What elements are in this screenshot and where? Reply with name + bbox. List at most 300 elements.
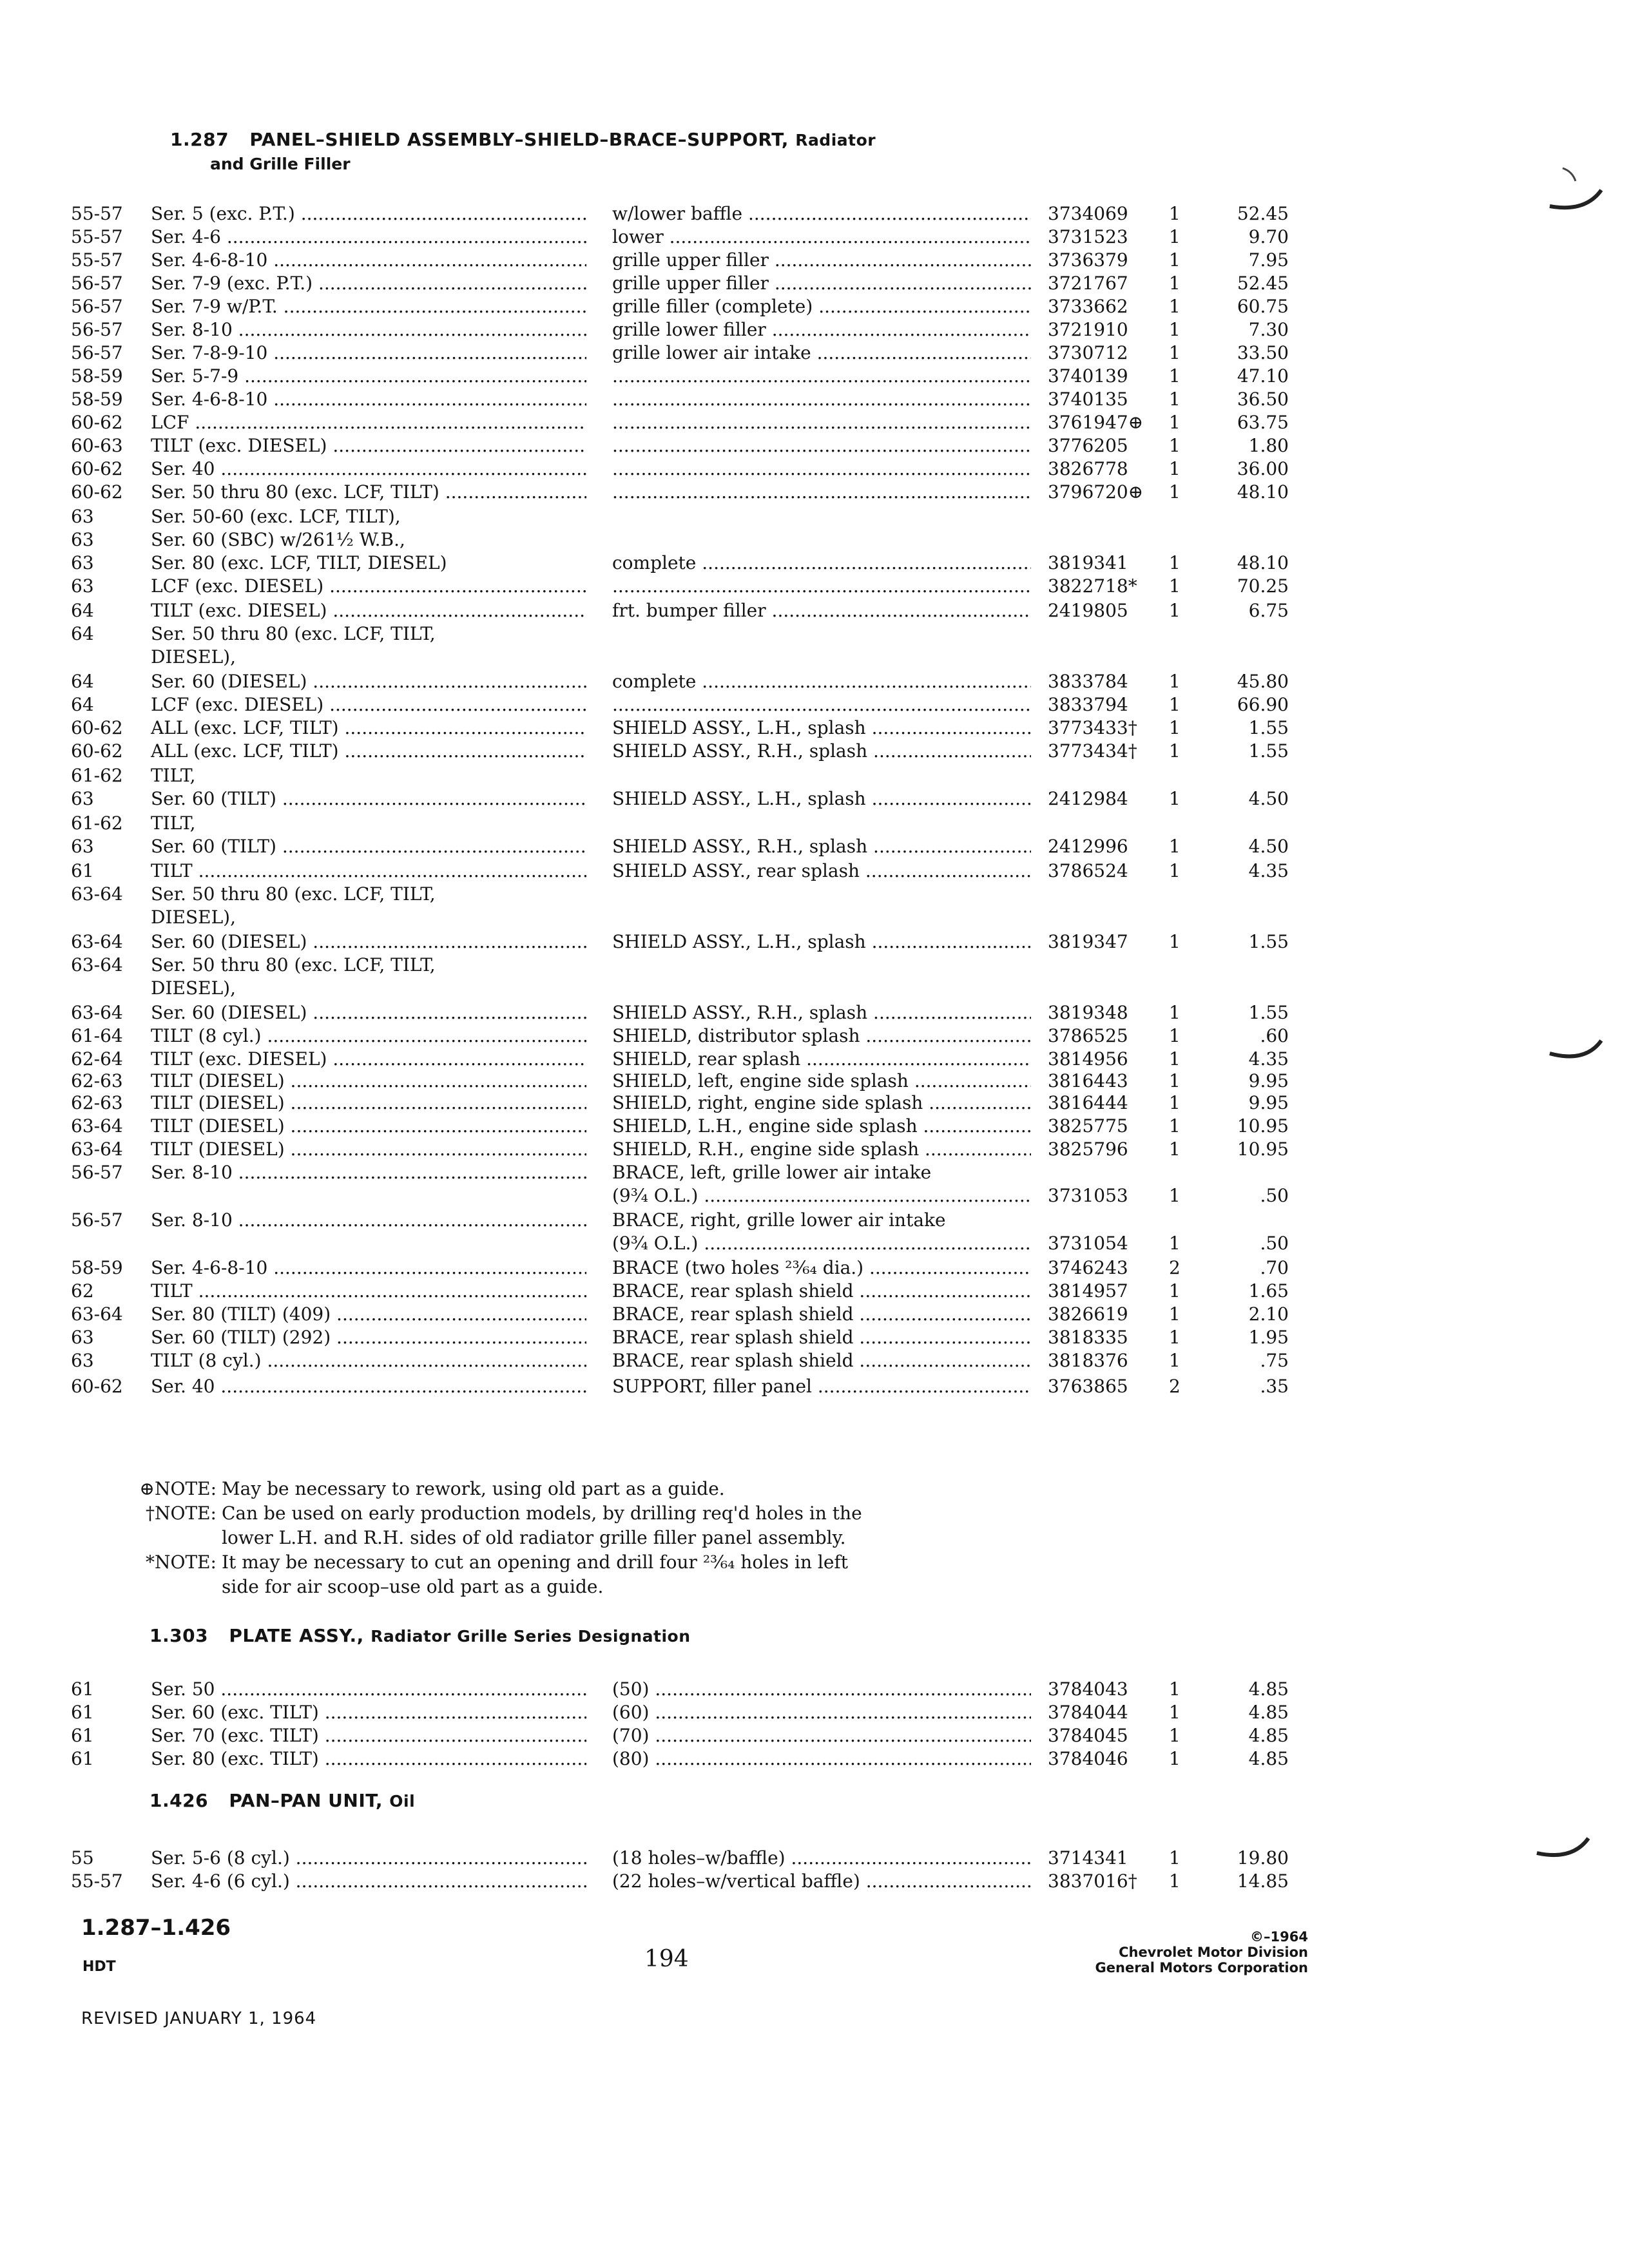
- part-description: grille lower air intake .....: [612, 341, 1031, 365]
- list-price: .50: [1260, 1233, 1289, 1254]
- part-number: 3837016†: [1048, 1870, 1137, 1892]
- part-description: grille upper filler .....: [612, 249, 1031, 272]
- part-description: (9¾ O.L.) .....: [612, 1184, 1031, 1207]
- footnote-text-continued: lower L.H. and R.H. sides of old radiator grille filler panel assembly.: [222, 1527, 846, 1548]
- model-series: TILT (8 cyl.) .....: [151, 1024, 586, 1048]
- table-row: [71, 787, 1295, 811]
- footnote: [129, 1477, 862, 1501]
- quantity: 1: [1169, 365, 1181, 387]
- part-description: lower .....: [612, 226, 1031, 249]
- model-year: 60-63: [71, 435, 123, 456]
- model-year: 64: [71, 671, 94, 692]
- part-description: [612, 457, 1031, 481]
- list-price: 19.80: [1237, 1847, 1289, 1869]
- part-description: (18 holes–w/baffle) .....: [612, 1847, 1031, 1870]
- model-year: 61: [71, 860, 94, 881]
- model-year: 63-64: [71, 954, 123, 975]
- model-series: Ser. 40 .....: [151, 457, 586, 481]
- quantity: 1: [1169, 788, 1181, 809]
- part-description: [612, 434, 1031, 457]
- table-row: [71, 1678, 1295, 1701]
- quantity: 1: [1169, 1115, 1181, 1137]
- model-series: Ser. 60 (TILT) .....: [151, 787, 586, 811]
- model-series: TILT,: [151, 812, 196, 834]
- quantity: 1: [1169, 1092, 1181, 1113]
- list-price: 2.10: [1248, 1303, 1289, 1325]
- page-number: 194: [644, 1946, 689, 1972]
- model-series: TILT (8 cyl.) .....: [151, 1349, 586, 1372]
- quantity: 1: [1169, 203, 1181, 224]
- model-year: 56-57: [71, 1162, 123, 1183]
- section-1-heading: PANEL–SHIELD ASSEMBLY–SHIELD–BRACE–SUPPORT,: [249, 129, 789, 150]
- model-series: Ser. 50 thru 80 (exc. LCF, TILT,: [151, 954, 436, 975]
- footnote-text: May be necessary to rework, using old part as a guide.: [222, 1478, 725, 1499]
- model-year: 55-57: [71, 249, 123, 271]
- part-description: [612, 481, 1031, 504]
- part-description: SHIELD ASSY., R.H., splash .....: [612, 1001, 1031, 1024]
- list-price: 4.35: [1248, 860, 1289, 881]
- table-row: [71, 860, 1295, 883]
- model-year: 63-64: [71, 931, 123, 952]
- list-price: 4.85: [1248, 1702, 1289, 1723]
- part-description: SHIELD, distributor splash .....: [612, 1024, 1031, 1048]
- table-row: [71, 1161, 1295, 1184]
- model-series: Ser. 4-6 (6 cyl.) .....: [151, 1870, 586, 1893]
- quantity: 1: [1169, 249, 1181, 271]
- footer-copyright: ©–1964: [1250, 1929, 1308, 1945]
- list-price: 1.55: [1248, 740, 1289, 762]
- table-row: [71, 1847, 1295, 1870]
- list-price: 36.00: [1237, 458, 1289, 479]
- quantity: 1: [1169, 1025, 1181, 1046]
- part-number: 3761947⊕: [1048, 412, 1144, 433]
- model-year: 60-62: [71, 481, 123, 503]
- table-row: [71, 272, 1295, 295]
- table-row: [71, 1070, 1295, 1093]
- model-series: Ser. 4-6-8-10 .....: [151, 1256, 586, 1280]
- binder-hole-mark: [1534, 1835, 1592, 1861]
- table-row: [71, 411, 1295, 434]
- quantity: 1: [1169, 1048, 1181, 1070]
- model-series: ALL (exc. LCF, TILT) .....: [151, 740, 586, 763]
- part-number: 3746243: [1048, 1257, 1128, 1278]
- list-price: 52.45: [1237, 203, 1289, 224]
- table-row: [71, 1280, 1295, 1303]
- model-year: 64: [71, 694, 94, 715]
- model-year: 61-62: [71, 812, 123, 834]
- model-series: LCF (exc. DIESEL) .....: [151, 693, 586, 716]
- quantity: 1: [1169, 860, 1181, 881]
- section-3-title: [149, 1790, 415, 1811]
- model-series: Ser. 4-6 .....: [151, 226, 586, 249]
- part-number: 3721910: [1048, 319, 1128, 340]
- model-year: 58-59: [71, 389, 123, 410]
- quantity: 2: [1169, 1257, 1181, 1278]
- list-price: 36.50: [1237, 389, 1289, 410]
- part-number: 3796720⊕: [1048, 481, 1144, 503]
- quantity: 1: [1169, 1002, 1181, 1023]
- part-number: 3826778: [1048, 458, 1128, 479]
- model-series: Ser. 8-10 .....: [151, 318, 586, 341]
- model-year: 62-63: [71, 1092, 123, 1113]
- list-price: 45.80: [1237, 671, 1289, 692]
- quantity: 1: [1169, 1280, 1181, 1302]
- table-row: [71, 1091, 1295, 1115]
- model-series: Ser. 8-10 .....: [151, 1209, 586, 1232]
- model-year: 58-59: [71, 365, 123, 387]
- quantity: 1: [1169, 1870, 1181, 1892]
- binder-hole-mark: [1559, 165, 1579, 184]
- footnote-label: ⊕NOTE:: [139, 1478, 217, 1499]
- model-year: 55-57: [71, 226, 123, 247]
- part-number: 3819347: [1048, 931, 1128, 952]
- table-row: [71, 552, 1295, 575]
- part-number: 3818376: [1048, 1350, 1128, 1371]
- model-series: DIESEL),: [151, 977, 236, 999]
- table-row: [71, 528, 1295, 552]
- model-series: Ser. 50 .....: [151, 1678, 586, 1701]
- part-number: 3819348: [1048, 1002, 1128, 1023]
- model-series: Ser. 50 thru 80 (exc. LCF, TILT,: [151, 623, 436, 644]
- binder-hole-mark: [1547, 1037, 1605, 1063]
- model-series: Ser. 8-10 .....: [151, 1161, 586, 1184]
- model-year: 62: [71, 1280, 94, 1302]
- part-description: BRACE, right, grille lower air intake: [612, 1209, 946, 1231]
- quantity: 1: [1169, 296, 1181, 317]
- table-row: [71, 764, 1295, 787]
- table-row: [71, 670, 1295, 693]
- model-series: TILT (DIESEL) .....: [151, 1138, 586, 1161]
- footer-publisher: [1095, 1929, 1308, 1975]
- table-row: [71, 1232, 1295, 1255]
- list-price: 1.55: [1248, 717, 1289, 738]
- quantity: 1: [1169, 717, 1181, 738]
- quantity: 1: [1169, 1350, 1181, 1371]
- quantity: 1: [1169, 226, 1181, 247]
- model-series: TILT (exc. DIESEL) .....: [151, 1048, 586, 1071]
- part-number: 3786525: [1048, 1025, 1128, 1046]
- model-series: Ser. 5-7-9 .....: [151, 365, 586, 388]
- model-series: Ser. 4-6-8-10 .....: [151, 249, 586, 272]
- part-description: SHIELD, rear splash .....: [612, 1048, 1031, 1071]
- list-price: 10.95: [1237, 1139, 1289, 1160]
- section-3-heading: PAN–PAN UNIT,: [229, 1790, 383, 1811]
- footnote-text: Can be used on early production models, by drilling req'd holes in the: [222, 1503, 862, 1524]
- footer-section-range: 1.287–1.426: [81, 1915, 231, 1941]
- model-series: Ser. 7-9 w/P.T. .....: [151, 295, 586, 318]
- model-series: DIESEL),: [151, 907, 236, 928]
- model-series: TILT (DIESEL) .....: [151, 1115, 586, 1138]
- part-number: 3740139: [1048, 365, 1128, 387]
- model-series: Ser. 50 thru 80 (exc. LCF, TILT,: [151, 883, 436, 905]
- quantity: 1: [1169, 1748, 1181, 1769]
- model-year: 55-57: [71, 203, 123, 224]
- model-year: 63: [71, 1350, 94, 1371]
- table-row: [71, 505, 1295, 528]
- footnote-label: †NOTE:: [145, 1503, 217, 1524]
- quantity: 1: [1169, 1725, 1181, 1746]
- table-row: [71, 906, 1295, 929]
- model-year: 62-63: [71, 1070, 123, 1091]
- list-price: 1.80: [1248, 435, 1289, 456]
- table-row: [71, 1209, 1295, 1232]
- model-year: 61-64: [71, 1025, 123, 1046]
- part-description: BRACE (two holes ²³⁄₆₄ dia.) .....: [612, 1256, 1031, 1280]
- part-description: SHIELD ASSY., R.H., splash .....: [612, 835, 1031, 858]
- model-series: TILT (exc. DIESEL) .....: [151, 434, 586, 457]
- quantity: 1: [1169, 1185, 1181, 1206]
- list-price: 4.85: [1248, 1748, 1289, 1769]
- table-row: [71, 1349, 1295, 1372]
- model-year: 63-64: [71, 1002, 123, 1023]
- model-year: 58-59: [71, 1257, 123, 1278]
- table-row: [71, 365, 1295, 388]
- part-description: SHIELD, R.H., engine side splash .....: [612, 1138, 1031, 1161]
- table-row: [71, 434, 1295, 457]
- part-description: BRACE, rear splash shield .....: [612, 1349, 1031, 1372]
- model-series: Ser. 60 (TILT) .....: [151, 835, 586, 858]
- model-year: 63: [71, 1327, 94, 1348]
- model-year: 61: [71, 1725, 94, 1746]
- section-2-title: [149, 1625, 691, 1646]
- quantity: 1: [1169, 458, 1181, 479]
- quantity: 1: [1169, 671, 1181, 692]
- table-row: [71, 1375, 1295, 1398]
- table-row: [71, 318, 1295, 341]
- table-row: [71, 1303, 1295, 1326]
- list-price: 1.65: [1248, 1280, 1289, 1302]
- quantity: 1: [1169, 1327, 1181, 1348]
- quantity: 1: [1169, 1847, 1181, 1869]
- table-row: [71, 1001, 1295, 1024]
- part-description: (60) .....: [612, 1701, 1031, 1724]
- quantity: 1: [1169, 694, 1181, 715]
- list-price: 7.30: [1248, 319, 1289, 340]
- section-2-number: 1.303: [149, 1625, 209, 1646]
- table-row: [71, 1326, 1295, 1349]
- part-description: [612, 575, 1031, 598]
- part-description: SHIELD ASSY., R.H., splash .....: [612, 740, 1031, 763]
- part-description: w/lower baffle .....: [612, 202, 1031, 226]
- list-price: 48.10: [1237, 552, 1289, 573]
- list-price: 10.95: [1237, 1115, 1289, 1137]
- list-price: .35: [1260, 1376, 1289, 1397]
- model-series: LCF .....: [151, 411, 586, 434]
- model-series: Ser. 60 (DIESEL) .....: [151, 670, 586, 693]
- model-series: Ser. 5 (exc. P.T.) .....: [151, 202, 586, 226]
- model-series: Ser. 4-6-8-10 .....: [151, 388, 586, 411]
- model-year: 61-62: [71, 765, 123, 786]
- part-number: 2412996: [1048, 836, 1128, 857]
- model-year: 63: [71, 552, 94, 573]
- table-row: [71, 1024, 1295, 1048]
- model-series: Ser. 80 (exc. LCF, TILT, DIESEL): [151, 552, 447, 573]
- table-row: [71, 622, 1295, 646]
- model-year: 56-57: [71, 273, 123, 294]
- table-row: [71, 1256, 1295, 1280]
- part-description: SHIELD, left, engine side splash .....: [612, 1070, 1031, 1093]
- part-number: 3786524: [1048, 860, 1128, 881]
- footnote: [129, 1550, 862, 1575]
- section-2-subtitle: Radiator Grille Series Designation: [371, 1627, 691, 1646]
- list-price: 1.95: [1248, 1327, 1289, 1348]
- model-series: Ser. 60 (DIESEL) .....: [151, 1001, 586, 1024]
- model-year: 63-64: [71, 1303, 123, 1325]
- list-price: 9.95: [1248, 1092, 1289, 1113]
- part-number: 3734069: [1048, 203, 1128, 224]
- part-number: 3814956: [1048, 1048, 1128, 1070]
- section-3-number: 1.426: [149, 1790, 209, 1811]
- part-number: 3816443: [1048, 1070, 1128, 1091]
- list-price: 6.75: [1248, 600, 1289, 621]
- list-price: 1.55: [1248, 931, 1289, 952]
- list-price: 63.75: [1237, 412, 1289, 433]
- quantity: 1: [1169, 575, 1181, 597]
- footer-corporation: General Motors Corporation: [1095, 1960, 1308, 1975]
- model-year: 63-64: [71, 1115, 123, 1137]
- quantity: 1: [1169, 1233, 1181, 1254]
- model-year: 60-62: [71, 458, 123, 479]
- part-number: 3776205: [1048, 435, 1128, 456]
- part-number: 3731053: [1048, 1185, 1128, 1206]
- model-series: Ser. 40 .....: [151, 1375, 586, 1398]
- list-price: .60: [1260, 1025, 1289, 1046]
- list-price: 4.85: [1248, 1678, 1289, 1700]
- part-number: 3773433†: [1048, 717, 1137, 738]
- model-series: Ser. 7-9 (exc. P.T.) .....: [151, 272, 586, 295]
- model-year: 62-64: [71, 1048, 123, 1070]
- model-series: TILT .....: [151, 1280, 586, 1303]
- part-number: 3731523: [1048, 226, 1128, 247]
- table-row: [71, 740, 1295, 763]
- model-year: 60-62: [71, 740, 123, 762]
- table-row: [71, 693, 1295, 716]
- part-description: SHIELD, right, engine side splash .....: [612, 1091, 1031, 1115]
- model-series: Ser. 60 (SBC) w/261½ W.B.,: [151, 529, 405, 550]
- model-year: 61: [71, 1702, 94, 1723]
- list-price: 33.50: [1237, 342, 1289, 363]
- table-row: [71, 716, 1295, 740]
- part-description: complete .....: [612, 552, 1031, 575]
- table-row: [71, 575, 1295, 598]
- table-row: [71, 812, 1295, 835]
- part-number: 3818335: [1048, 1327, 1128, 1348]
- model-series: DIESEL),: [151, 646, 236, 668]
- section-3-subtitle: Oil: [389, 1792, 416, 1811]
- table-row: [71, 835, 1295, 858]
- part-description: (50) .....: [612, 1678, 1031, 1701]
- model-series: Ser. 50 thru 80 (exc. LCF, TILT) .....: [151, 481, 586, 504]
- table-row: [71, 599, 1295, 622]
- quantity: 1: [1169, 1139, 1181, 1160]
- section-1-subtitle: Radiator: [795, 131, 876, 149]
- model-series: Ser. 5-6 (8 cyl.) .....: [151, 1847, 586, 1870]
- model-series: TILT,: [151, 765, 196, 786]
- model-year: 60-62: [71, 412, 123, 433]
- model-series: TILT (DIESEL) .....: [151, 1091, 586, 1115]
- part-description: SHIELD ASSY., L.H., splash .....: [612, 787, 1031, 811]
- part-number: 3819341: [1048, 552, 1128, 573]
- part-description: (80) .....: [612, 1747, 1031, 1771]
- model-series: TILT (exc. DIESEL) .....: [151, 599, 586, 622]
- part-description: [612, 365, 1031, 388]
- part-description: BRACE, rear splash shield .....: [612, 1303, 1031, 1326]
- part-description: complete .....: [612, 670, 1031, 693]
- table-row: [71, 1701, 1295, 1724]
- part-number: 3814957: [1048, 1280, 1128, 1302]
- table-row: [71, 1747, 1295, 1771]
- table-row: [71, 341, 1295, 365]
- part-number: 3822718*: [1048, 575, 1137, 597]
- list-price: 4.50: [1248, 788, 1289, 809]
- part-description: BRACE, rear splash shield .....: [612, 1326, 1031, 1349]
- table-row: [71, 481, 1295, 504]
- model-series: Ser. 7-8-9-10 .....: [151, 341, 586, 365]
- quantity: 1: [1169, 319, 1181, 340]
- list-price: 9.70: [1248, 226, 1289, 247]
- part-description: frt. bumper filler .....: [612, 599, 1031, 622]
- part-number: 3833784: [1048, 671, 1128, 692]
- footer-revised-date: REVISED JANUARY 1, 1964: [81, 2009, 317, 2028]
- quantity: 1: [1169, 481, 1181, 503]
- table-row: [71, 249, 1295, 272]
- part-description: grille upper filler .....: [612, 272, 1031, 295]
- model-year: 63: [71, 529, 94, 550]
- part-number: 3784045: [1048, 1725, 1128, 1746]
- table-row: [71, 226, 1295, 249]
- footnote-text: It may be necessary to cut an opening and drill four ²³⁄₆₄ holes in left: [222, 1552, 849, 1573]
- model-series: Ser. 60 (DIESEL) .....: [151, 930, 586, 954]
- model-year: 63: [71, 836, 94, 857]
- part-number: 3736379: [1048, 249, 1128, 271]
- model-series: Ser. 60 (exc. TILT) .....: [151, 1701, 586, 1724]
- quantity: 2: [1169, 1376, 1181, 1397]
- model-year: 63-64: [71, 1139, 123, 1160]
- part-description: grille lower filler .....: [612, 318, 1031, 341]
- table-row: [71, 202, 1295, 226]
- footer-hdt: HDT: [82, 1959, 116, 1975]
- quantity: 1: [1169, 552, 1181, 573]
- list-price: 7.95: [1248, 249, 1289, 271]
- quantity: 1: [1169, 740, 1181, 762]
- part-number: 3826619: [1048, 1303, 1128, 1325]
- part-description: [612, 411, 1031, 434]
- section-2-heading: PLATE ASSY.,: [229, 1625, 364, 1646]
- quantity: 1: [1169, 435, 1181, 456]
- model-year: 56-57: [71, 296, 123, 317]
- quantity: 1: [1169, 1303, 1181, 1325]
- list-price: .70: [1260, 1257, 1289, 1278]
- model-series: Ser. 70 (exc. TILT) .....: [151, 1724, 586, 1747]
- table-row: [71, 1048, 1295, 1071]
- part-number: 3784044: [1048, 1702, 1128, 1723]
- list-price: 52.45: [1237, 273, 1289, 294]
- section-1-title: [170, 129, 876, 150]
- part-number: 3714341: [1048, 1847, 1128, 1869]
- list-price: .50: [1260, 1185, 1289, 1206]
- model-year: 60-62: [71, 1376, 123, 1397]
- list-price: 9.95: [1248, 1070, 1289, 1091]
- list-price: 66.90: [1237, 694, 1289, 715]
- quantity: 1: [1169, 836, 1181, 857]
- part-description: [612, 693, 1031, 716]
- list-price: 4.50: [1248, 836, 1289, 857]
- table-row: [71, 1724, 1295, 1747]
- list-price: 60.75: [1237, 296, 1289, 317]
- model-year: 63: [71, 788, 94, 809]
- part-number: 3740135: [1048, 389, 1128, 410]
- part-number: 3833794: [1048, 694, 1128, 715]
